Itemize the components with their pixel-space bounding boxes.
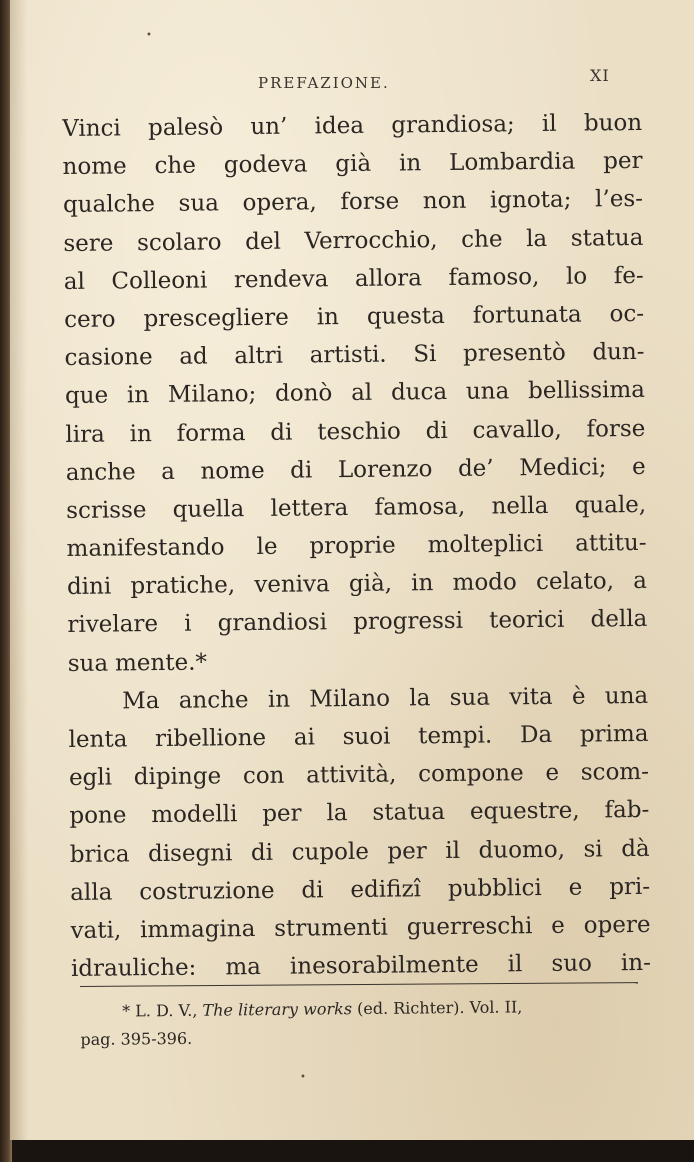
text-line: sua mente.* — [67, 649, 208, 677]
text-line: Vinci palesò un’ idea grandiosa; il buon — [62, 109, 643, 142]
text-line: scrisse quella lettera famosa, nella quale, — [66, 491, 647, 524]
text-line: lenta ribellione ai suoi tempi. Da prima — [68, 720, 649, 753]
footnote-marker: * — [122, 1001, 131, 1021]
text-line: sere scolaro del Verrocchio, che la statua — [63, 224, 644, 257]
footnote-line-2: pag. 395-396. — [80, 1028, 193, 1049]
text-line: dini pratiche, veniva già, in modo celato, a — [66, 568, 648, 601]
text-line: egli dipinge con attività, compone e scom- — [68, 759, 650, 792]
body-text — [62, 104, 651, 988]
footnote-ref-prefix: L. D. V., — [135, 1000, 198, 1021]
text-line: brica disegni di cupole per il duomo, si dà — [69, 835, 650, 868]
text-line: cero prescegliere in questa fortunata oc- — [64, 300, 645, 333]
text-line: anche a nome di Lorenzo de’ Medici; e — [65, 453, 646, 486]
text-line: nome che godeva già in Lombardia per — [62, 148, 643, 181]
text-line: casione ad altri artisti. Si presentò dun- — [64, 339, 645, 372]
text-line: que in Milano; donò al duca una bellissima — [64, 377, 646, 410]
print-speck: • — [300, 1072, 306, 1083]
text-line: al Colleoni rendeva allora famoso, lo fe- — [63, 262, 644, 295]
text-line: Ma anche in Milano la sua vita è una — [122, 682, 649, 715]
text-line: pone modelli per la statua equestre, fab- — [69, 797, 650, 830]
text-line: manifestando le proprie molteplici attitu- — [66, 529, 647, 563]
running-title: PREFAZIONE. — [258, 74, 390, 92]
footnote-ref-suffix: (ed. Richter). Vol. II, — [356, 997, 523, 1019]
text-line: rivelare i grandiosi progressi teorici della — [67, 606, 648, 639]
text-line: qualche sua opera, forse non ignota; l’es- — [62, 186, 644, 219]
text-line: vati, immagina strumenti guerreschi e opere — [70, 911, 651, 944]
text-line: alla costruzione di edifizî pubblici e pri- — [70, 873, 651, 906]
footnote — [80, 992, 641, 1054]
text-line: idrauliche: ma inesorabilmente il suo in- — [70, 950, 652, 983]
footnote-work-title: The literary works — [202, 999, 353, 1020]
text-line: lira in forma di teschio di cavallo, forse — [65, 415, 646, 448]
print-speck: • — [146, 30, 152, 41]
page-number: XI — [590, 66, 610, 85]
